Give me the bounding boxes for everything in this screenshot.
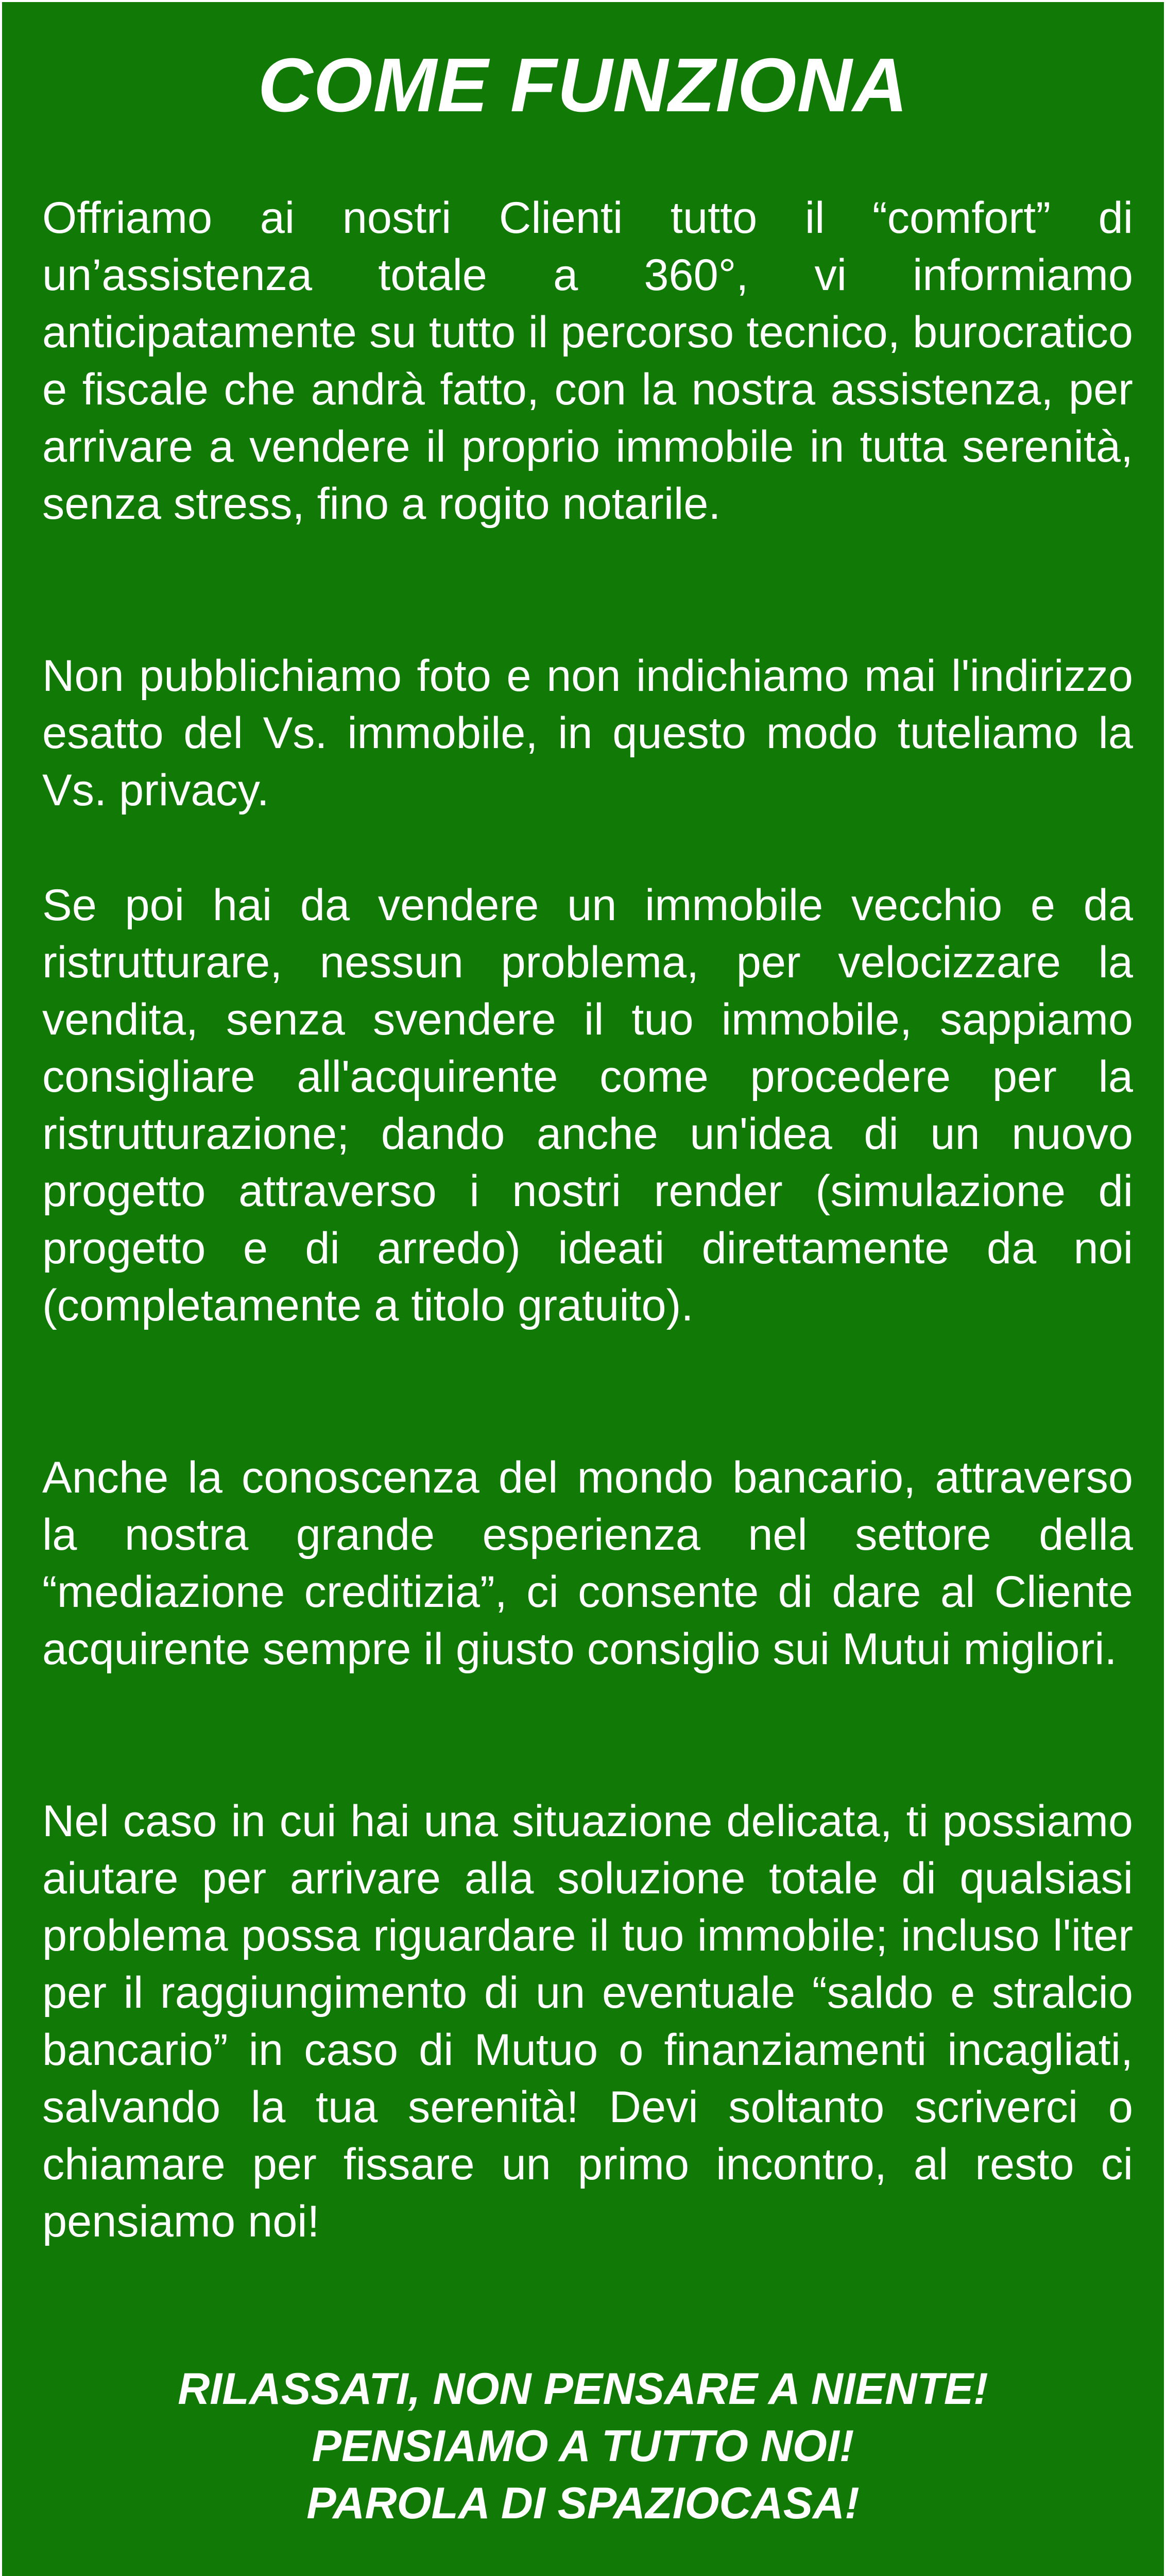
paragraph-comfort: Offriamo ai nostri Clienti tutto il “comfort” di un’assistenza totale a 360°, vi informiamo anticipatamente su tutto il percorso tecnico, burocratico e fiscale che andrà fatto, con la nostra assistenza, per arrivare a vendere il proprio immobile in tutta serenità, senza stress, fino a rogito notarile. bbox=[42, 193, 1133, 529]
closing-line-1: RILASSATI, NON PENSARE A NIENTE! bbox=[178, 2364, 988, 2414]
closing-line-2: PENSIAMO A TUTTO NOI! bbox=[312, 2421, 854, 2471]
closing-line-3: PAROLA DI SPAZIOCASA! bbox=[306, 2479, 860, 2528]
paragraph-ristrutturazione: Se poi hai da vendere un immobile vecchio e da ristrutturare, nessun problema, per velocizzare la vendita, senza svendere il tuo immobile, sappiamo consigliare all'acquirente come procedere per la ristrutturazione; dando anche un'idea di un nuovo progetto attraverso i nostri render (simulazione di progetto e di arredo) ideati direttamente da noi (completamente a titolo gratuito). bbox=[42, 880, 1133, 1330]
paragraph-situazione-delicata: Nel caso in cui hai una situazione delicata, ti possiamo aiutare per arrivare alla soluzione totale di qualsiasi problema possa riguardare il tuo immobile; incluso l'iter per il raggiungimento di un eventuale “saldo e stralcio bancario” in caso di Mutuo o finanziamenti incagliati, salvando la tua serenità! Devi soltanto scriverci o chiamare per fissare un primo incontro, al resto ci pensiamo noi! bbox=[42, 1797, 1133, 2246]
info-panel bbox=[2, 2, 1164, 2576]
page-title: COME FUNZIONA bbox=[258, 43, 908, 128]
paragraph-privacy: Non pubblichiamo foto e non indichiamo mai l'indirizzo esatto del Vs. immobile, in questo modo tuteliamo la Vs. privacy. bbox=[42, 651, 1133, 815]
paragraph-mutui: Anche la conoscenza del mondo bancario, attraverso la nostra grande esperienza nel settore della “mediazione creditizia”, ci consente di dare al Cliente acquirente sempre il giusto consiglio sui Mutui migliori. bbox=[42, 1453, 1133, 1674]
closing-slogan bbox=[2, 2361, 1164, 2532]
